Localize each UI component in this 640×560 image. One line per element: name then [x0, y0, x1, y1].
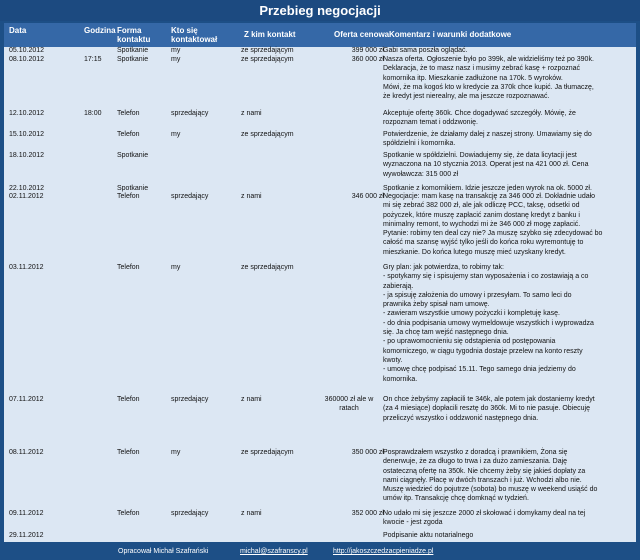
cell-party: z nami — [241, 510, 262, 517]
cell-comment — [383, 509, 633, 528]
footer — [0, 546, 640, 560]
comment-line: No udało mi się jeszcze 2000 zł skołować i domykamy deal na tej — [383, 510, 586, 517]
negotiation-table — [4, 23, 636, 542]
cell-form: Telefon — [117, 110, 140, 117]
comment-line: umów itp. Transakcję chcę domknąć w tydzień. — [383, 495, 529, 503]
cell-who: sprzedający — [171, 110, 209, 117]
footer-email-link[interactable]: michal@szafranscy.pl — [240, 548, 308, 555]
comment-line: kwocie - jest zgoda — [383, 519, 443, 527]
comment-line: On chce żebyśmy zapłacili te 346k, ale potem jak dostaniemy kredyt — [383, 396, 595, 403]
comment-line: wyznaczona na 10 stycznia 2013. Operat jest na 421 000 zł. Cena — [383, 161, 589, 169]
comment-line: Posprawdzałem wszystko z doradcą i prawnikiem, Żona się — [383, 449, 568, 456]
cell-date: 15.10.2012 — [9, 131, 45, 138]
comment-line: minimalny remont, to wychodzi mi że 346 000 zł mogę zapłacić. — [383, 220, 581, 228]
cell-offer: 346 000 zł — [351, 193, 384, 200]
comment-line: Gabi sama poszła oglądać. — [383, 47, 468, 54]
cell-form: Spotkanie — [117, 185, 149, 192]
comment-line: - po uprawomocnieniu się odstąpienia od postępowania — [383, 338, 556, 346]
comment-line: że kredyt jest nierealny, ale ma jeszcze rozpoznawać. — [383, 93, 550, 101]
cell-who: sprzedający — [171, 510, 209, 517]
cell-offer: 360 000 zł — [351, 56, 384, 63]
cell-party: ze sprzedającym — [241, 449, 294, 456]
cell-form: Telefon — [117, 449, 140, 456]
cell-comment — [383, 263, 633, 384]
comment-line: - umowę chcę podpisać 15.11. Tego samego dnia jedziemy do — [383, 366, 576, 374]
comment-line: zabierają. — [383, 282, 414, 290]
comment-line: komorniczego, w ciągu tygodnia dostaje przelew na konto reszty — [383, 347, 583, 355]
cell-party: z nami — [241, 110, 262, 117]
cell-comment — [383, 395, 633, 423]
cell-offer: 360000 zł ale w ratach — [324, 396, 374, 413]
comment-line: Pytanie: robimy ten deal czy nie? Ja muszę szybko się zdecydować bo — [383, 230, 603, 238]
header-date: Data — [9, 26, 27, 35]
footer-url-link[interactable]: http://jakoszczedzacpieniadze.pl — [333, 548, 434, 555]
cell-date: 05.10.2012 — [9, 47, 45, 54]
cell-date: 07.11.2012 — [9, 396, 44, 403]
cell-date: 08.11.2012 — [9, 449, 44, 456]
comment-line: prawnika żeby spisał nam umowę. — [383, 301, 490, 309]
cell-offer: 350 000 zł — [351, 449, 384, 456]
comment-line: - do dnia podpisania umowy wymeldowuje wszystkich i wyprowadza — [383, 319, 594, 327]
cell-who: sprzedający — [171, 396, 209, 403]
comment-line: - spotykamy się i spisujemy stan wyposażenia i co zostawiają a co — [383, 273, 589, 281]
cell-who: my — [171, 47, 181, 54]
cell-form: Telefon — [117, 264, 140, 271]
comment-line: Deklaracja, że to masz nasz i musimy zebrać kasę + rozpoznać — [383, 65, 581, 73]
cell-comment — [383, 448, 633, 504]
cell-who: sprzedający — [171, 193, 209, 200]
comment-line: się. Ja chcę tam wejść następnego dnia. — [383, 329, 509, 337]
comment-line: pożyczek, które muszę zapłacić zanim dostanę kredyt z banku i — [383, 211, 580, 219]
cell-form: Telefon — [117, 193, 140, 200]
cell-offer: 399 000 zł — [351, 47, 384, 54]
comment-line: Gry plan: jak potwierdza, to robimy tak: — [383, 264, 504, 271]
comment-line: komornika itp. Mieszkanie zadłużone na 170k. 5 wyroków. — [383, 74, 563, 82]
cell-comment — [383, 109, 633, 128]
comment-line: spółdzielni i komornika. — [383, 140, 456, 148]
cell-form: Spotkanie — [117, 56, 149, 63]
cell-comment — [383, 531, 633, 540]
cell-date: 02.11.2012 — [9, 193, 44, 200]
header-time: Godzina — [84, 26, 116, 35]
cell-comment — [383, 130, 633, 149]
cell-date: 18.10.2012 — [9, 152, 45, 159]
cell-comment — [383, 46, 633, 55]
cell-party: z nami — [241, 396, 262, 403]
comment-line: mieszkanie. Do końca lutego muszę mieć uzyskany kredyt. — [383, 248, 566, 256]
comment-line: (za 4 miesiące) dopłacili resztę do 360k. Mi to nie pasuje. Obiecuję — [383, 405, 590, 413]
comment-line: kwoty. — [383, 356, 403, 364]
comment-line: nami ciągnęły. Płacę w dwóch transzach i już. Wchodzi albo nie. — [383, 476, 582, 484]
header-form: Forma kontaktu — [117, 26, 151, 44]
comment-line: Muszę wiedzieć do pojutrze (sobota) bo muszę w weekend usiąść do — [383, 486, 598, 494]
cell-form: Telefon — [117, 131, 140, 138]
comment-line: Spotkanie z komornikiem. Idzie jeszcze jeden wyrok na ok. 5000 zł. — [383, 185, 592, 192]
cell-form: Telefon — [117, 396, 140, 403]
cell-form: Spotkanie — [117, 152, 149, 159]
cell-date: 29.11.2012 — [9, 532, 44, 539]
comment-line: Potwierdzenie, że działamy dalej z naszej strony. Umawiamy się do — [383, 131, 592, 138]
comment-line: przeliczyć wszystko i oddzwonić następnego dnia. — [383, 414, 539, 422]
cell-date: 09.11.2012 — [9, 510, 44, 517]
cell-time: 18:00 — [84, 110, 102, 117]
cell-comment — [383, 192, 633, 257]
footer-author: Opracował Michał Szafrański — [118, 548, 209, 555]
comment-line: Akceptuje ofertę 360k. Chce dogadywać szczegóły. Mówię, że — [383, 110, 576, 117]
comment-line: Negocjacje: mam kasę na transakcję za 346 000 zł. Dokładnie udało — [383, 193, 596, 200]
comment-line: Mówi, że ma kogoś kto w kredycie za 370k chce kupić. Ja tłumaczę, — [383, 83, 594, 91]
comment-line: Podpisanie aktu notarialnego — [383, 532, 474, 539]
cell-party: ze sprzedającym — [241, 264, 294, 271]
cell-form: Spotkanie — [117, 47, 149, 54]
cell-party: ze sprzedającym — [241, 56, 294, 63]
cell-comment — [383, 55, 633, 101]
cell-who: my — [171, 56, 181, 63]
cell-who: my — [171, 131, 181, 138]
cell-date: 12.10.2012 — [9, 110, 45, 117]
comment-line: denerwuje, że za długo to trwa i za dużo zamieszania. Daję — [383, 458, 568, 466]
cell-date: 03.11.2012 — [9, 264, 44, 271]
comment-line: komornika. — [383, 375, 418, 383]
comment-line: ostateczną ofertę na 350k. Nie chcemy żeby się jakieś dopłaty za — [383, 467, 586, 475]
page-title: Przebieg negocjacji — [0, 0, 640, 21]
cell-who: my — [171, 264, 181, 271]
cell-form: Telefon — [117, 510, 140, 517]
comment-line: wywoławcza: 315 000 zł — [383, 170, 459, 178]
cell-party: z nami — [241, 193, 262, 200]
header-party: Z kim kontakt — [244, 30, 296, 39]
header-who: Kto się kontaktował — [171, 26, 218, 44]
header-offer: Oferta cenowa — [334, 30, 390, 39]
cell-comment — [383, 151, 633, 179]
comment-line: - zawieram wszystkie umowy pożyczki i kompletuję kasę. — [383, 310, 560, 318]
comment-line: mi się zebrać 382 000 zł, ale jak odliczę PCC, taksę, odsetki od — [383, 202, 580, 210]
cell-time: 17:15 — [84, 56, 102, 63]
comment-line: - ja spisuję założenia do umowy i przesyłam. To samo leci do — [383, 291, 572, 299]
table-header — [4, 23, 636, 47]
header-comment: Komentarz i warunki dodatkowe — [389, 30, 512, 39]
cell-date: 22.10.2012 — [9, 185, 45, 192]
cell-date: 08.10.2012 — [9, 56, 45, 63]
comment-line: Spotkanie w spółdzielni. Dowiadujemy się, że data licytacji jest — [383, 152, 577, 159]
cell-who: my — [171, 449, 181, 456]
cell-party: ze sprzedającym — [241, 131, 294, 138]
comment-line: Nasza oferta. Ogłoszenie było po 399k, ale widzieliśmy też po 390k. — [383, 56, 594, 63]
comment-line: całość ma szansę wyjść tylko jeśli do końca roku wyremontuję to — [383, 239, 584, 247]
cell-party: ze sprzedającym — [241, 47, 294, 54]
cell-offer: 352 000 zł — [351, 510, 384, 517]
comment-line: rozpoznam temat i oddzwonię. — [383, 119, 478, 127]
